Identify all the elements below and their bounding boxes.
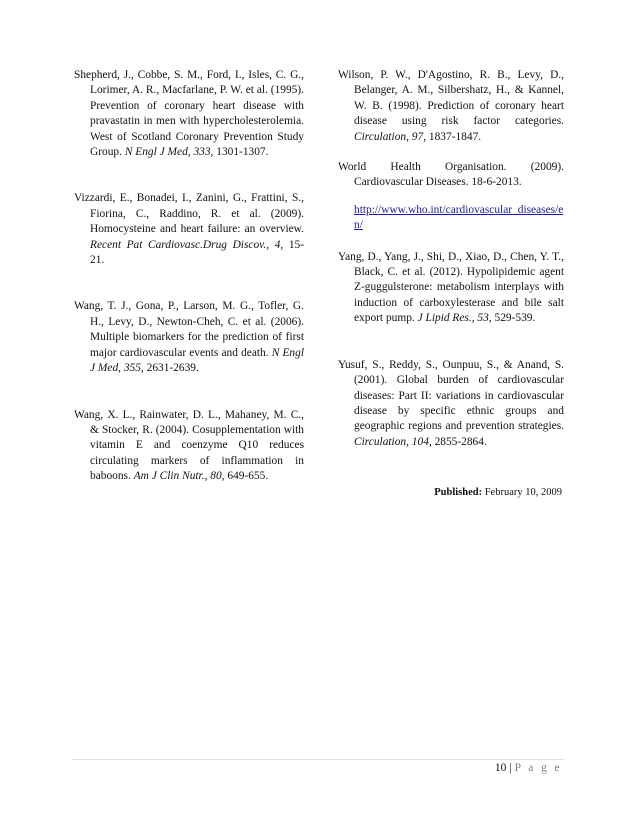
page-footer [495,762,562,774]
published-date [434,487,562,498]
reference-journal: N Engl J Med, 355, [90,346,304,375]
page-number: 10 [494,762,507,774]
reference-entry [338,68,564,145]
reference-authors: World Health Organisation. (2009). Cardiovascular Diseases. 18-6-2013. [338,161,564,189]
published-label: Published: [434,487,483,498]
reference-journal: Circulation, 104, [354,435,432,448]
reference-authors: Wang, T. J., Gona, P., Larson, M. G., Tofler, G. H., Levy, D., Newton-Cheh, C. et al. (2006). Multiple biomarkers for the prediction of first major cardiovascular events and death. [74,300,304,359]
reference-authors: Wilson, P. W., D'Agostino, R. B., Levy, D., Belanger, A. M., Silbershatz, H., & Kannel, W. B. (1998). Prediction of coronary heart disease using risk factor categories. [338,69,564,128]
reference-entry [338,250,564,327]
reference-journal: N Engl J Med, 333, [124,146,214,159]
reference-pages: 529-539. [494,312,536,325]
reference-authors: Wang, X. L., Rainwater, D. L., Mahaney, M. C., & Stocker, R. (2004). Cosupplementation with vitamin E and coenzyme Q10 reduces circulating markers of inflammation in baboons. [74,408,304,483]
reference-authors: Vizzardi, E., Bonadei, I., Zanini, G., Frattini, S., Fiorina, C., Raddino, R. et al. (2009). Homocysteine and heart failure: an overview. [74,192,304,236]
reference-pages: 2855-2864. [434,435,487,448]
footer-divider [72,759,564,760]
reference-pages: 15-21. [90,238,304,267]
references-column-left [74,68,304,485]
reference-pages: 1837-1847. [428,130,482,143]
published-value: February 10, 2009 [484,487,562,498]
reference-entry [74,299,304,376]
reference-journal: Recent Pat Cardiovasc.Drug Discov., 4, [90,238,284,251]
reference-authors: Yusuf, S., Reddy, S., Ounpuu, S., & Anand, S. (2001). Global burden of cardiovascular diseases: Part II: variations in cardiovascular disease by specific ethnic groups and geographic regions and prevention strategies. [338,358,564,433]
page-word: P a g e [514,762,562,774]
reference-journal: J Lipid Res., 53, [417,312,492,325]
reference-entry [338,358,564,450]
reference-pages: 1301-1307. [216,146,269,159]
reference-url-link[interactable]: http://www.who.int/cardiovascular_diseases/en/ [354,203,564,232]
reference-pages: 2631-2639. [146,362,199,375]
reference-pages: 649-655. [227,470,269,483]
reference-authors: Shepherd, J., Cobbe, S. M., Ford, I., Isles, C. G., Lorimer, A. R., Macfarlane, P. W. et al. (1995). Prevention of coronary heart disease with pravastatin in men with hypercholesterolemia. West of Scotland Coronary Prevention Study Group. [74,69,304,159]
reference-authors: Yang, D., Yang, J., Shi, D., Xiao, D., Chen, Y. T., Black, C. et al. (2012). Hypolipidemic agent Z-guggulsterone: metabolism interplays with induction of carboxylesterase and bile salt export pump. [338,250,564,325]
reference-journal: Am J Clin Nutr., 80, [133,470,225,483]
reference-entry [74,68,304,160]
references-column-right [338,68,564,450]
reference-entry [74,408,304,485]
reference-entry [74,191,304,268]
footer-separator: | [509,762,512,774]
reference-journal: Circulation, 97, [354,130,427,143]
reference-entry [338,160,564,191]
